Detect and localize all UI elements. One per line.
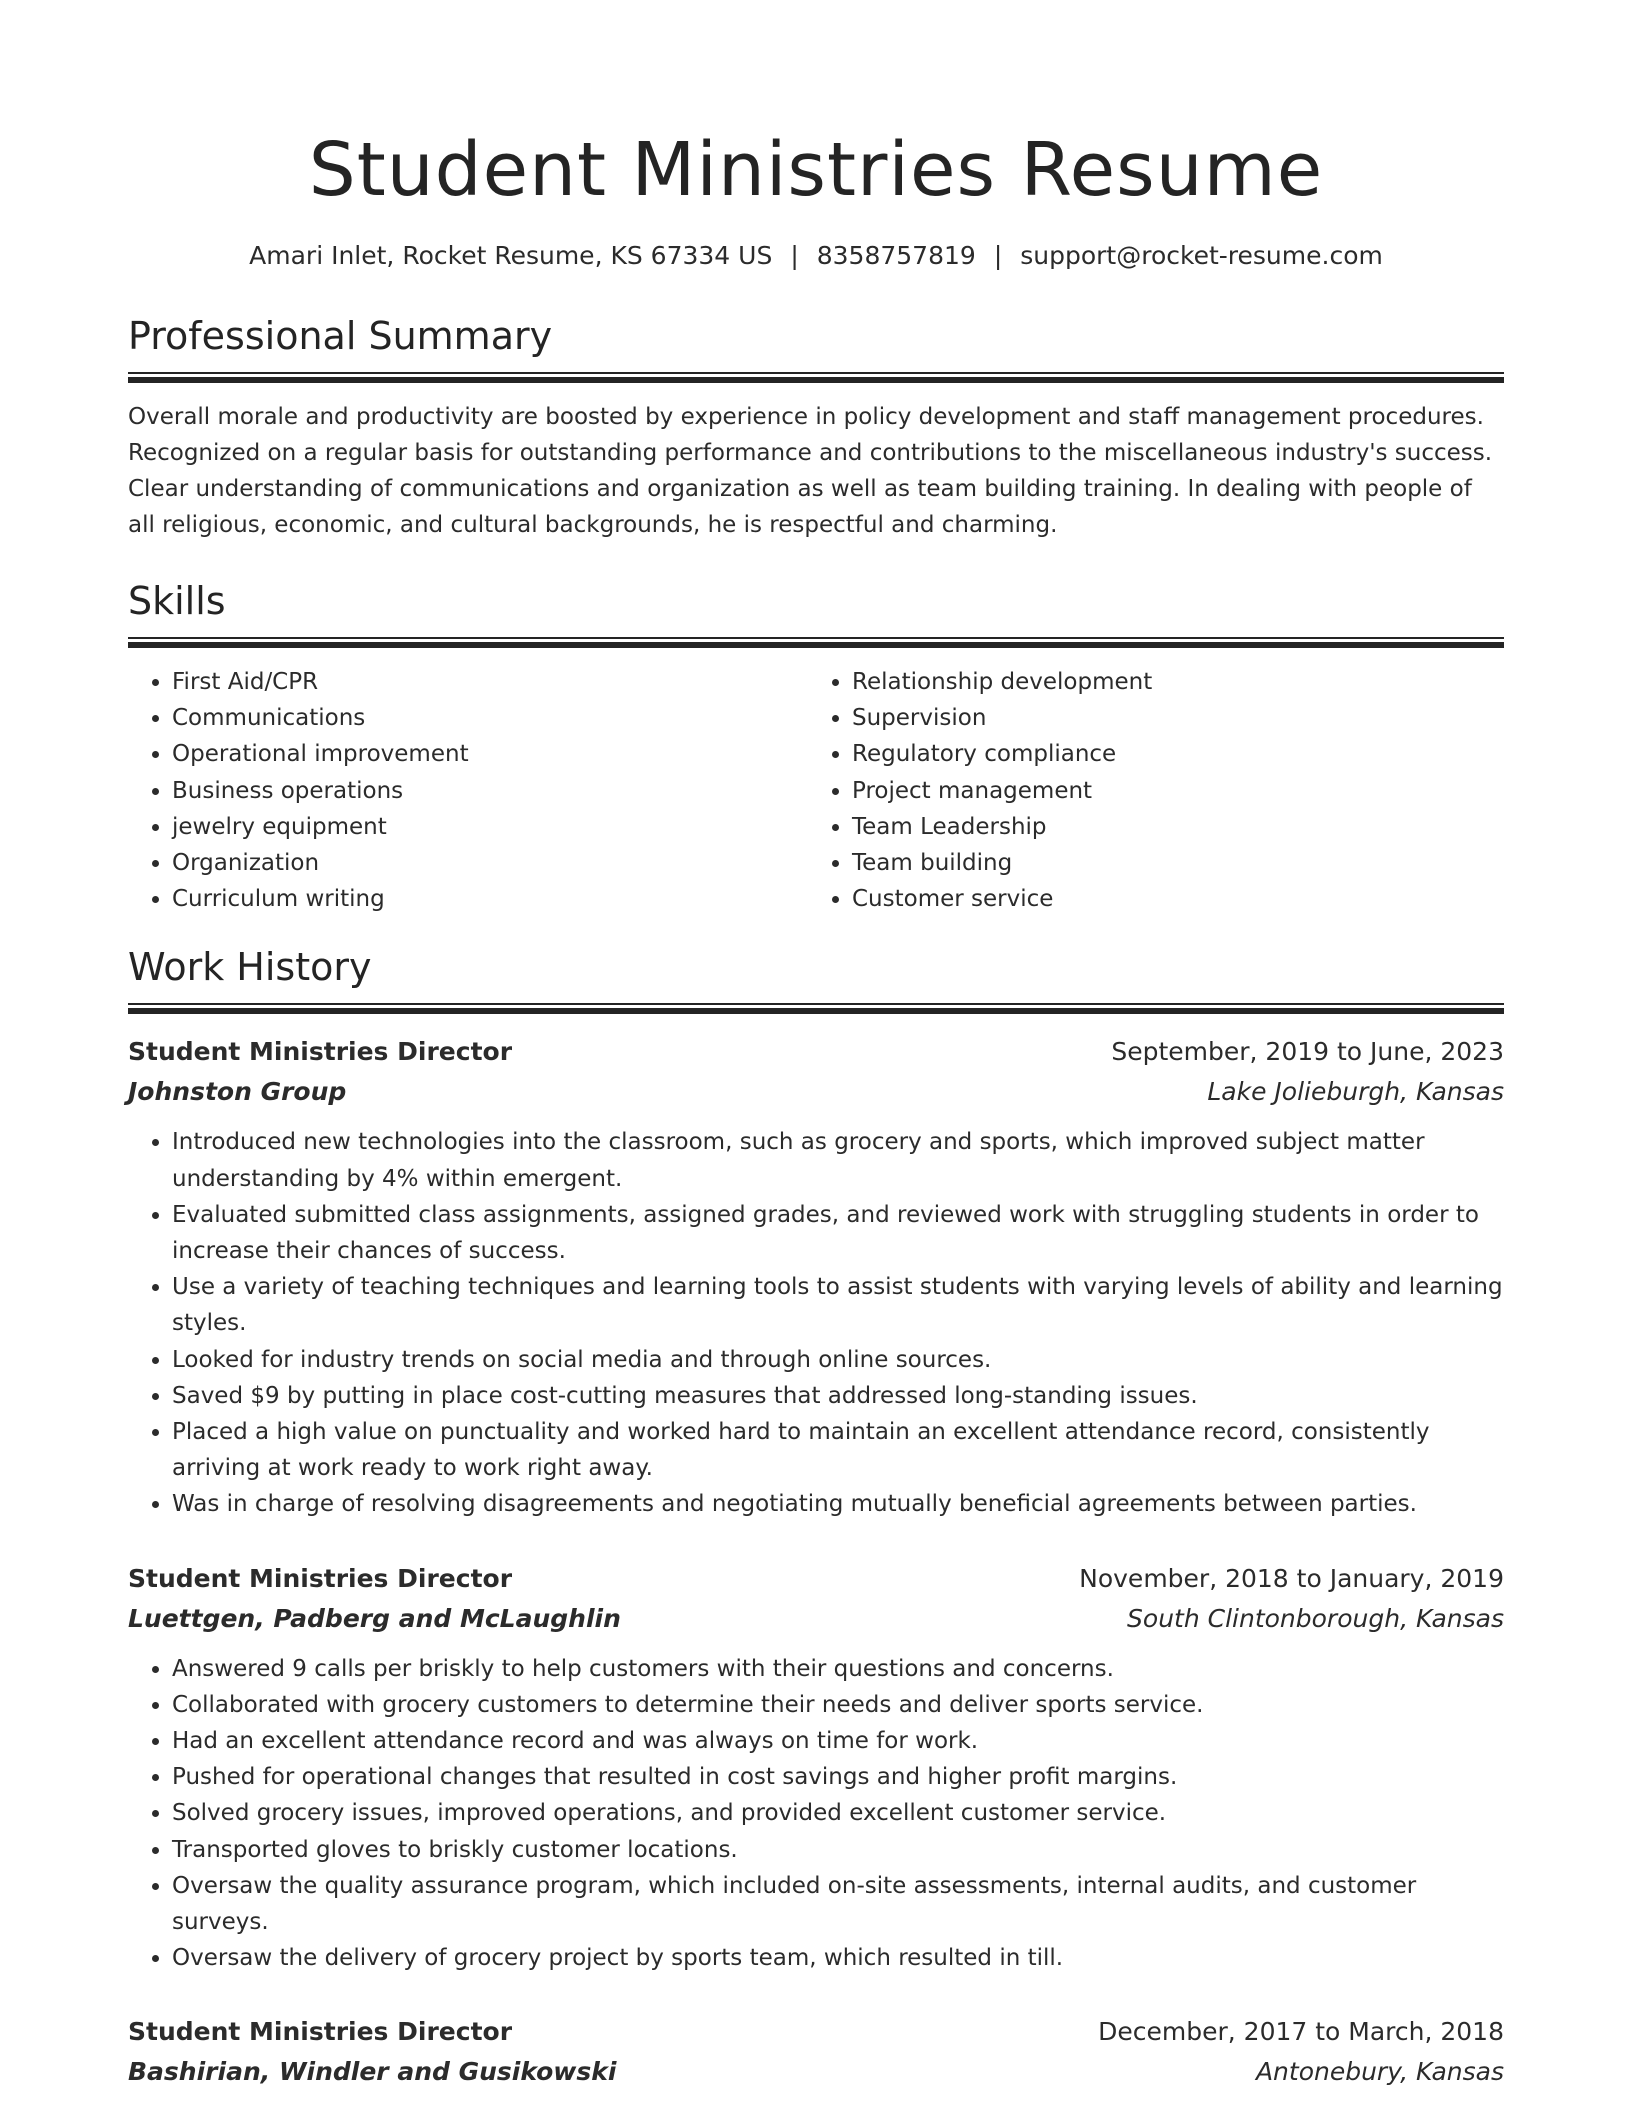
skill-item: • Regulatory compliance: [852, 736, 1488, 772]
skill-item: • First Aid/CPR: [172, 664, 808, 700]
job-location: Antonebury, Kansas: [1255, 2057, 1504, 2087]
skill-item: • Organization: [172, 845, 808, 881]
job-dates: December, 2017 to March, 2018: [1098, 2017, 1504, 2047]
job-duty: • Pushed for operational changes that resulted in cost savings and higher profit margins.: [172, 1759, 1504, 1795]
contact-line: [128, 238, 1504, 274]
skills-left-column: [128, 664, 808, 917]
job-title: Student Ministries Director: [128, 1563, 513, 1593]
job-title: Student Ministries Director: [128, 1037, 513, 1067]
section-divider: [128, 372, 1504, 383]
job-company: Johnston Group: [128, 1077, 347, 1107]
summary-text: Overall morale and productivity are boosted by experience in policy development and staff management procedures. Recognized on a regular basis for outstanding performance and contributions to the miscellaneous industry's success. Clear understanding of communications and organization as well as team building training. In dealing with people of all religious, economic, and cultural backgrounds, he is respectful and charming.: [128, 404, 1493, 538]
job-subheader: [128, 2052, 1504, 2092]
skill-item: • Supervision: [852, 700, 1488, 736]
job-location: Lake Jolieburgh, Kansas: [1207, 1077, 1504, 1107]
job-duty: • Evaluated submitted class assignments, assigned grades, and reviewed work with struggling students in order to increase their chances of success.: [172, 1197, 1504, 1269]
job-duty: • Oversaw the quality assurance program, which included on-site assessments, internal audits, and customer surveys.: [172, 1868, 1504, 1940]
job-duties: [128, 1124, 1504, 1522]
skills-section: [128, 575, 1504, 917]
contact-email: support@rocket-resume.com: [1020, 241, 1383, 270]
job-dates: November, 2018 to January, 2019: [1079, 1563, 1504, 1593]
section-heading: Skills: [128, 579, 226, 623]
skill-item: • Communications: [172, 700, 808, 736]
skill-item: • Business operations: [172, 773, 808, 809]
work-history-section: [128, 941, 1504, 2092]
skills-columns: [128, 664, 1504, 917]
skill-item: • Relationship development: [852, 664, 1488, 700]
job-dates: September, 2019 to June, 2023: [1111, 1037, 1504, 1067]
section-heading: Professional Summary: [128, 314, 553, 358]
job-entry: [128, 2012, 1504, 2092]
job-location: South Clintonborough, Kansas: [1127, 1603, 1504, 1633]
contact-separator: |: [790, 241, 799, 270]
job-duty: • Introduced new technologies into the classroom, such as grocery and sports, which improved subject matter understanding by 4% within emergent.: [172, 1124, 1504, 1196]
skills-right-column: [808, 664, 1488, 917]
section-divider: [128, 1003, 1504, 1014]
job-title: Student Ministries Director: [128, 2017, 513, 2047]
job-header: [128, 2012, 1504, 2052]
job-duty: • Was in charge of resolving disagreements and negotiating mutually beneficial agreements between parties.: [172, 1486, 1504, 1522]
job-duty: • Answered 9 calls per briskly to help customers with their questions and concerns.: [172, 1651, 1504, 1687]
skill-item: • Curriculum writing: [172, 881, 808, 917]
skill-item: • jewelry equipment: [172, 809, 808, 845]
job-company: Luettgen, Padberg and McLaughlin: [128, 1603, 621, 1633]
job-entry: [128, 1032, 1504, 1522]
section-heading: Work History: [128, 945, 372, 990]
resume-title: Student Ministries Resume: [308, 127, 1324, 213]
job-header: [128, 1032, 1504, 1072]
job-duty: • Oversaw the delivery of grocery project by sports team, which resulted in till.: [172, 1940, 1504, 1976]
contact-phone: 8358757819: [816, 241, 976, 270]
job-duties: [128, 1651, 1504, 1977]
contact-separator: |: [993, 241, 1003, 270]
job-duty: • Transported gloves to briskly customer locations.: [172, 1832, 1504, 1868]
skill-item: • Customer service: [852, 881, 1488, 917]
job-duty: • Use a variety of teaching techniques and learning tools to assist students with varying levels of ability and learning styles.: [172, 1269, 1504, 1341]
job-entry: [128, 1559, 1504, 1977]
job-subheader: [128, 1599, 1504, 1639]
job-header: [128, 1559, 1504, 1599]
professional-summary-section: [128, 310, 1504, 543]
job-duty: • Solved grocery issues, improved operations, and provided excellent customer service.: [172, 1795, 1504, 1831]
job-duty: • Collaborated with grocery customers to determine their needs and deliver sports service.: [172, 1687, 1504, 1723]
job-duty: • Placed a high value on punctuality and worked hard to maintain an excellent attendance record, consistently arriving at work ready to work right away.: [172, 1414, 1504, 1486]
job-duty: • Had an excellent attendance record and was always on time for work.: [172, 1723, 1504, 1759]
job-duty: • Saved $9 by putting in place cost-cutting measures that addressed long-standing issues.: [172, 1378, 1504, 1414]
skill-item: • Team Leadership: [852, 809, 1488, 845]
skill-item: • Project management: [852, 773, 1488, 809]
section-divider: [128, 637, 1504, 648]
skill-item: • Operational improvement: [172, 736, 808, 772]
job-duty: • Looked for industry trends on social media and through online sources.: [172, 1342, 1504, 1378]
job-subheader: [128, 1072, 1504, 1112]
skill-item: • Team building: [852, 845, 1488, 881]
resume-page: [128, 0, 1504, 2092]
job-company: Bashirian, Windler and Gusikowski: [128, 2057, 617, 2087]
contact-address: Amari Inlet, Rocket Resume, KS 67334 US: [249, 241, 773, 270]
